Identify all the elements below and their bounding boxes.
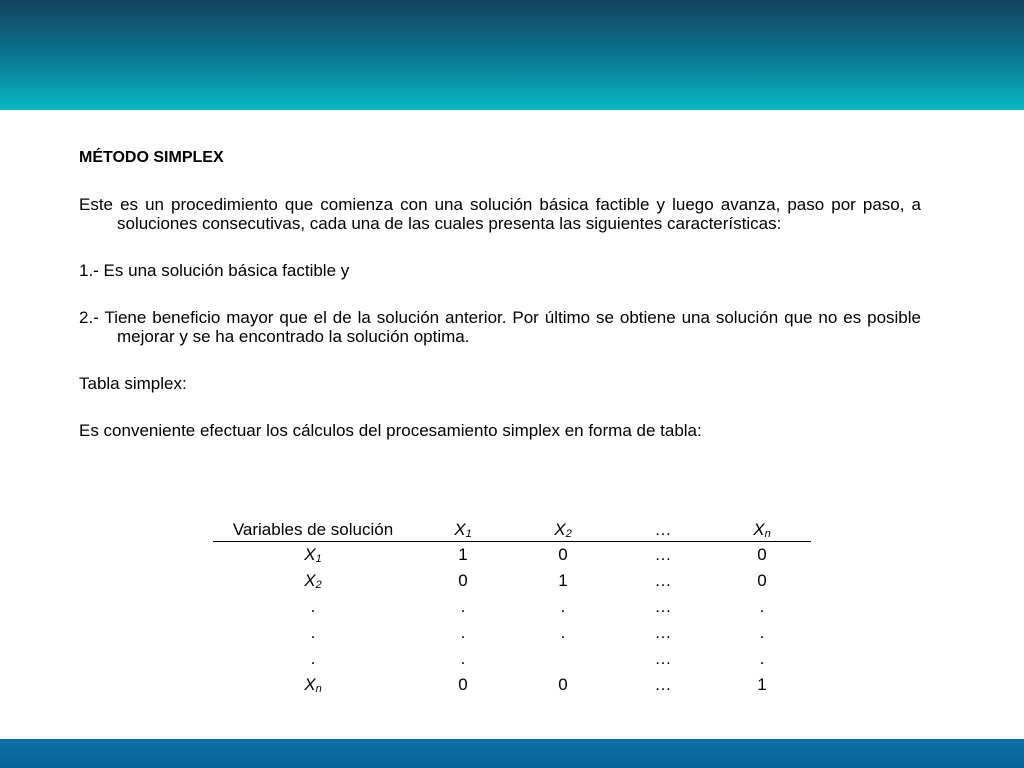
simplex-table	[213, 518, 811, 698]
table-cell: 0	[458, 571, 468, 590]
table-intro: Es conveniente efectuar los cálculos del procesamiento simplex en forma de tabla:	[79, 421, 702, 440]
table-cell: 0	[458, 675, 468, 694]
table-cell: 1	[458, 545, 468, 564]
footer-band	[0, 739, 1024, 768]
header-x2	[513, 518, 613, 542]
header-xn	[713, 518, 811, 542]
header-x1	[413, 518, 513, 542]
table-row	[213, 646, 811, 672]
table-cell: …	[654, 597, 672, 616]
table-cell: 0	[757, 545, 767, 564]
table-header-row	[213, 518, 811, 542]
table-cell: 0	[558, 545, 568, 564]
row-label: .	[310, 597, 316, 616]
table-cell: .	[460, 649, 466, 668]
slide-title: MÉTODO SIMPLEX	[79, 149, 224, 166]
table-cell: 0	[558, 675, 568, 694]
table-cell: …	[654, 623, 672, 642]
table-cell: 1	[558, 571, 568, 590]
row-label: $X_2$	[304, 571, 322, 591]
var-x2: $X_2$	[554, 519, 572, 540]
table-cell: .	[560, 597, 566, 616]
var-xn: $X_n$	[753, 519, 771, 540]
point-two: 2.- Tiene beneficio mayor que el de la solución anterior. Por último se obtiene una solución que no es posible mejorar y se ha encontrado la solución optima.	[79, 308, 921, 346]
table-cell: .	[759, 597, 765, 616]
table-cell: .	[759, 649, 765, 668]
table-row	[213, 594, 811, 620]
table-cell: .	[560, 623, 566, 642]
header-ellipsis: …	[613, 518, 713, 542]
table-cell: …	[654, 649, 672, 668]
point-one: 1.- Es una solución básica factible y	[79, 261, 350, 280]
header-band	[0, 0, 1024, 110]
row-label: .	[310, 623, 316, 642]
intro-paragraph: Este es un procedimiento que comienza con una solución básica factible y luego avanza, paso por paso, a soluciones consecutivas, cada una de las cuales presenta las siguientes características:	[79, 195, 921, 233]
table-cell: .	[460, 623, 466, 642]
table-cell: …	[654, 571, 672, 590]
table-row	[213, 568, 811, 594]
table-row	[213, 672, 811, 698]
table-cell: 1	[757, 675, 767, 694]
var-x1: $X_1$	[454, 519, 472, 540]
slide-content	[79, 148, 921, 468]
table-cell: .	[460, 597, 466, 616]
row-label: .	[310, 649, 316, 668]
table-cell: …	[654, 545, 672, 564]
table-cell: …	[654, 675, 672, 694]
table-heading: Tabla simplex:	[79, 374, 187, 393]
table-cell	[513, 646, 613, 672]
table-row	[213, 542, 811, 569]
row-label: $X_1$	[304, 545, 322, 565]
header-variables-label: Variables de solución	[213, 518, 413, 542]
row-label: $X_n$	[304, 675, 322, 695]
table-row	[213, 620, 811, 646]
table-cell: .	[759, 623, 765, 642]
table-cell: 0	[757, 571, 767, 590]
